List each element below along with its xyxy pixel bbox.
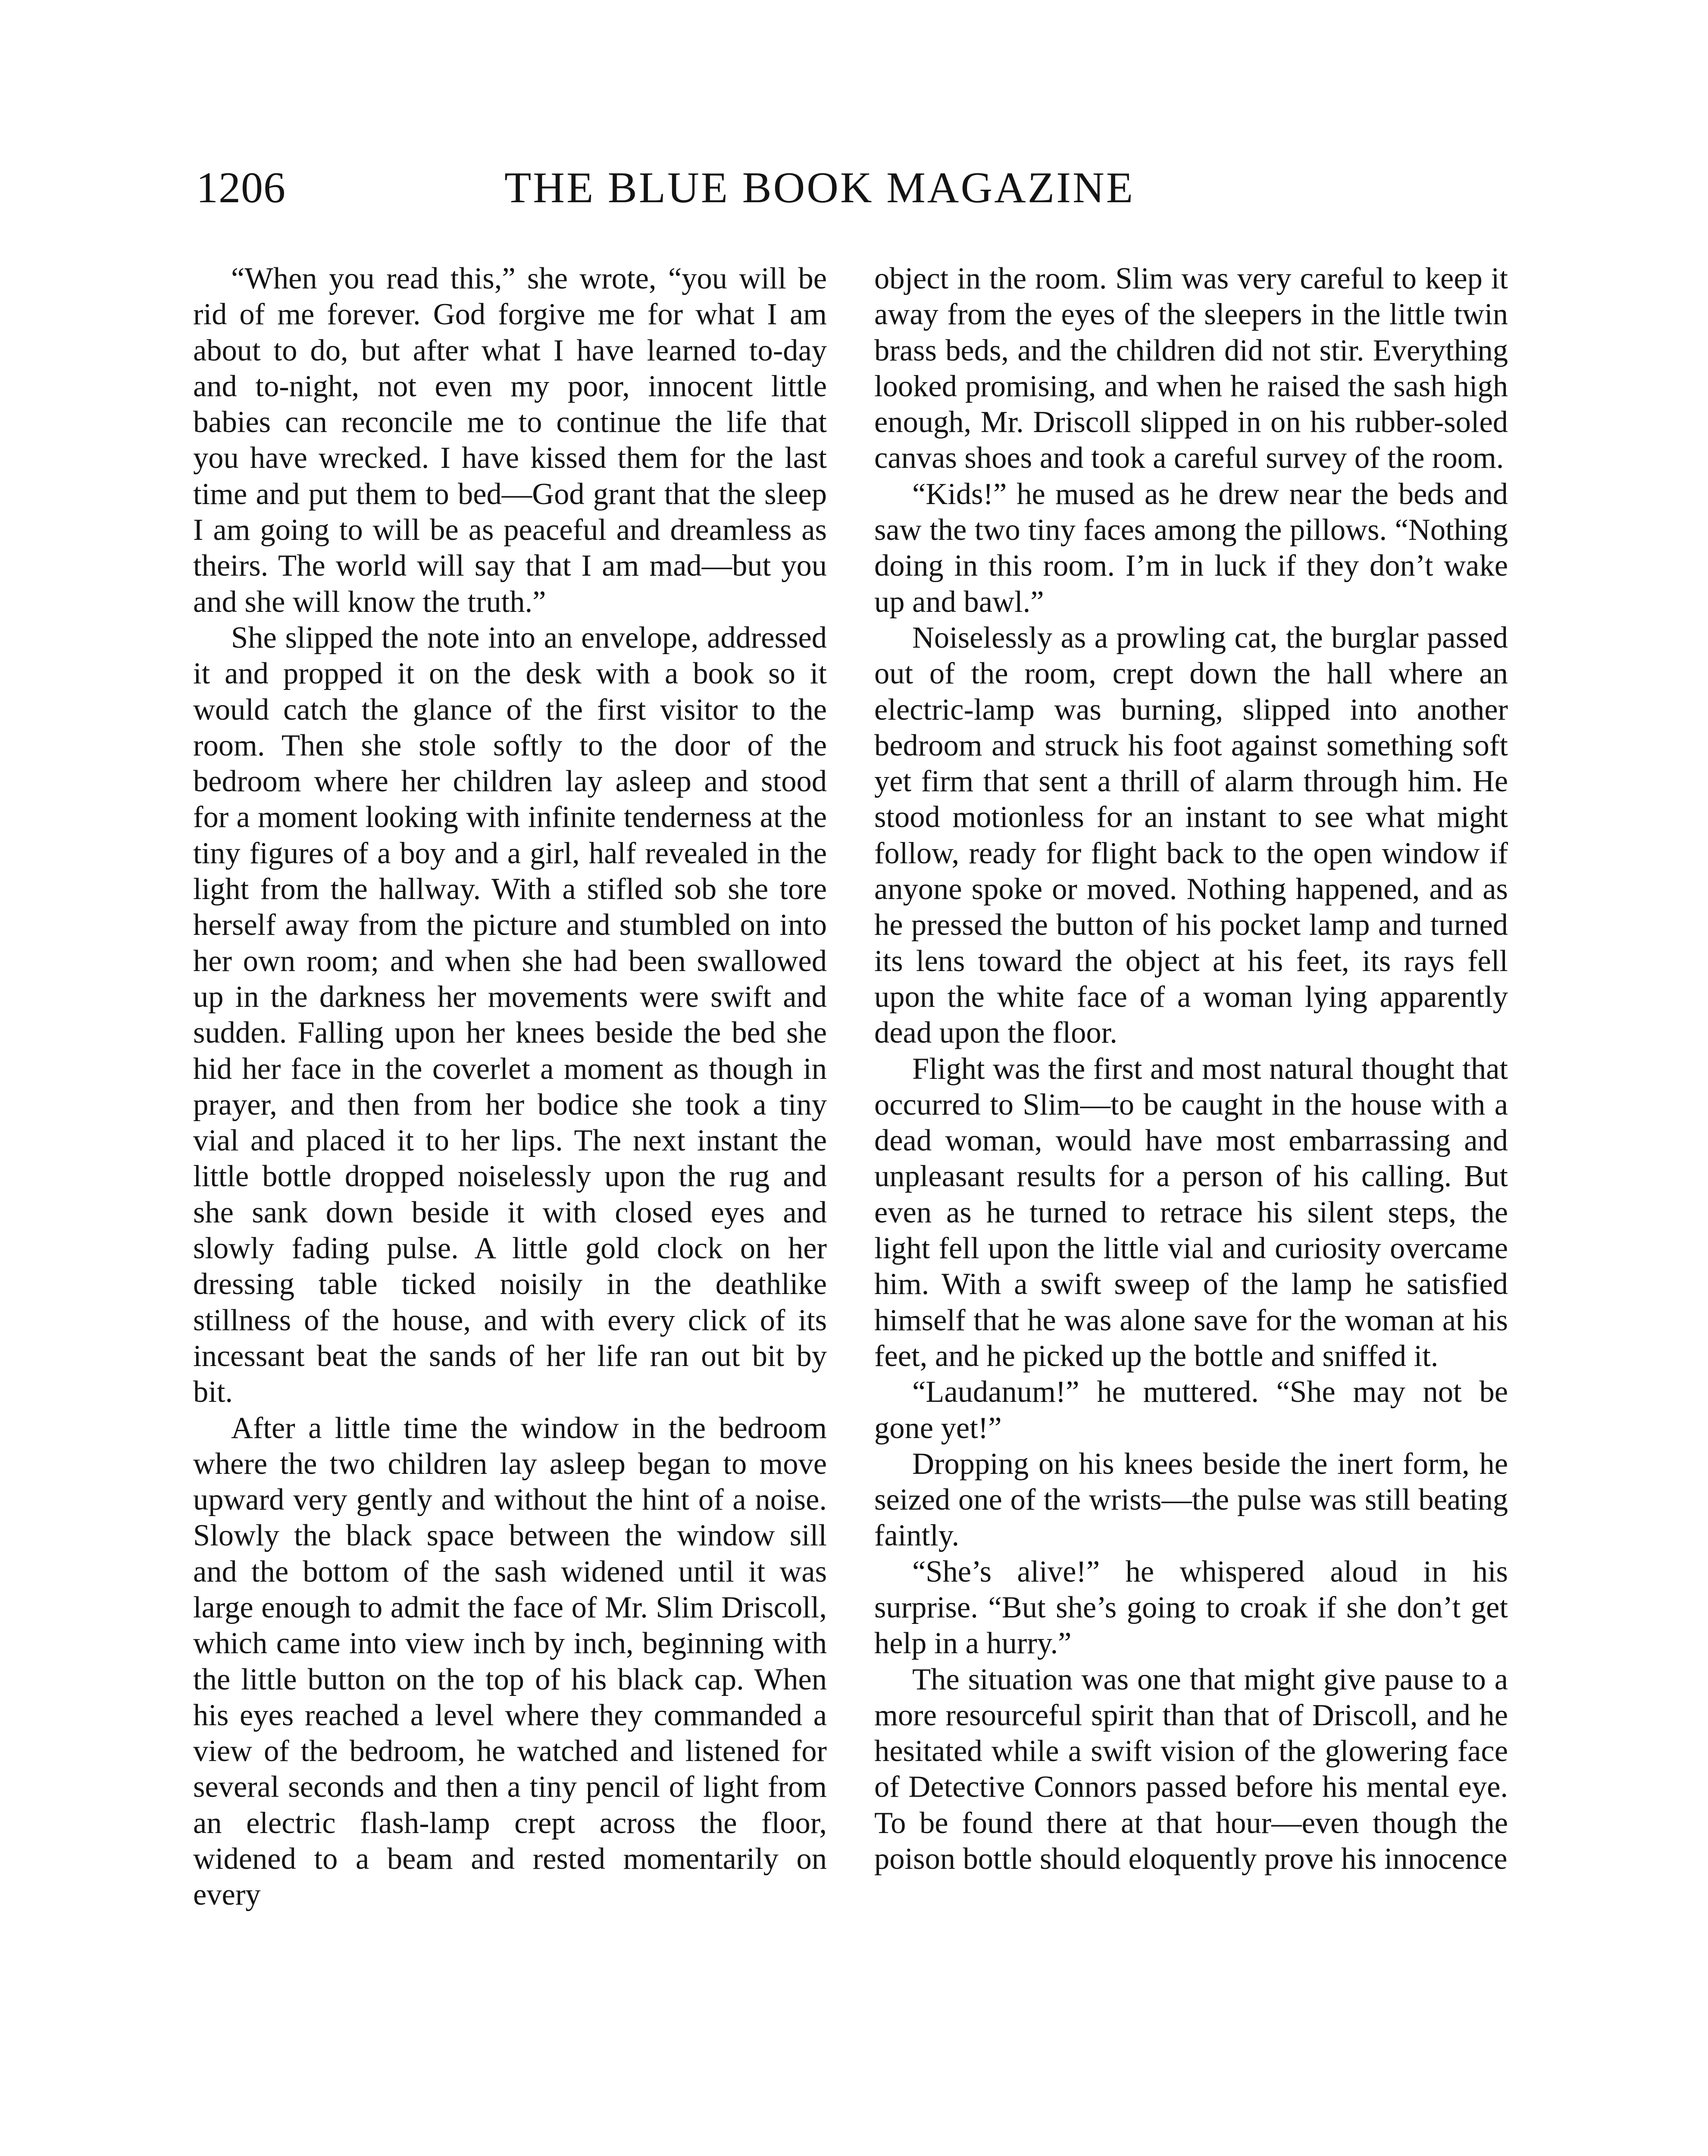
paragraph: object in the room. Slim was very careful to keep it away from the eyes of the sleepers in the little twin brass beds, and the children did not stir. Everything looked promising, and when he raised the sash high enough, Mr. Driscoll slipped in on his rubber-soled canvas shoes and took a careful survey of the room. — [874, 262, 1508, 475]
paragraph: After a little time the window in the bedroom where the two children lay asleep began to move upward very gently and without the hint of a noise. Slowly the black space between the window sill and the bottom of the sash widened until it was large enough to admit the face of Mr. Slim Driscoll, which came into view inch by inch, beginning with the little button on the top of his black cap. When his eyes reached a level where they commanded a view of the bedroom, he watched and listened for several seconds and then a tiny pencil of light from an electric flash-lamp crept across the floor, widened to a beam and rested momentarily on every — [193, 1411, 827, 1912]
paragraph: “Laudanum!” he muttered. “She may not be gone yet!” — [874, 1375, 1508, 1445]
left-column — [193, 261, 827, 1913]
page-number: 1206 — [196, 163, 286, 212]
paragraph: Flight was the first and most natural thought that occurred to Slim—to be caught in the house with a dead woman, would have most embarrassing and unpleasant results for a person of his calling. But even as he turned to retrace his silent steps, the light fell upon the little vial and curiosity overcame him. With a swift sweep of the lamp he satisfied himself that he was alone save for the woman at his feet, and he picked up the bottle and sniffed it. — [874, 1052, 1508, 1373]
paragraph: “When you read this,” she wrote, “you will be rid of me forever. God forgive me for what I am about to do, but after what I have learned to-day and to-night, not even my poor, innocent little babies can reconcile me to continue the life that you have wrecked. I have kissed them for the last time and put them to bed—God grant that the sleep I am going to will be as peaceful and dreamless as theirs. The world will say that I am mad—but you and she will know the truth.” — [193, 262, 827, 619]
right-column — [874, 261, 1508, 1877]
paragraph: She slipped the note into an envelope, addressed it and propped it on the desk with a book so it would catch the glance of the first visitor to the room. Then she stole softly to the door of the bedroom where her children lay asleep and stood for a moment looking with infinite tenderness at the tiny figures of a boy and a girl, half revealed in the light from the hallway. With a stifled sob she tore herself away from the picture and stumbled on into her own room; and when she had been swallowed up in the darkness her movements were swift and sudden. Falling upon her knees beside the bed she hid her face in the coverlet a moment as though in prayer, and then from her bodice she took a tiny vial and placed it to her lips. The next instant the little bottle dropped noiselessly upon the rug and she sank down beside it with closed eyes and slowly fading pulse. A little gold clock on her dressing table ticked noisily in the deathlike stillness of the house, and with every click of its incessant beat the sands of her life ran out bit by bit. — [193, 620, 827, 1409]
paragraph: The situation was one that might give pause to a more resourceful spirit than that of Driscoll, and he hesitated while a swift vision of the glowering face of Detective Connors passed before his mental eye. To be found there at that hour—even though the poison bottle should eloquently prove his innocence — [874, 1662, 1508, 1876]
paragraph: Noiselessly as a prowling cat, the burglar passed out of the room, crept down the hall where an electric-lamp was burning, slipped into another bedroom and struck his foot against something soft yet firm that sent a thrill of alarm through him. He stood motionless for an instant to see what might follow, ready for flight back to the open window if anyone spoke or moved. Nothing happened, and as he pressed the button of his pocket lamp and turned its lens toward the object at his feet, its rays fell upon the white face of a woman lying apparently dead upon the floor. — [874, 620, 1508, 1050]
paragraph: “She’s alive!” he whispered aloud in his surprise. “But she’s going to croak if she don’t get help in a hurry.” — [874, 1554, 1508, 1661]
paragraph: “Kids!” he mused as he drew near the beds and saw the two tiny faces among the pillows. “Nothing doing in this room. I’m in luck if they don’t wake up and bawl.” — [874, 477, 1508, 619]
paragraph: Dropping on his knees beside the inert form, he seized one of the wrists—the pulse was still beating faintly. — [874, 1447, 1508, 1553]
magazine-title: THE BLUE BOOK MAGAZINE — [504, 163, 1135, 212]
